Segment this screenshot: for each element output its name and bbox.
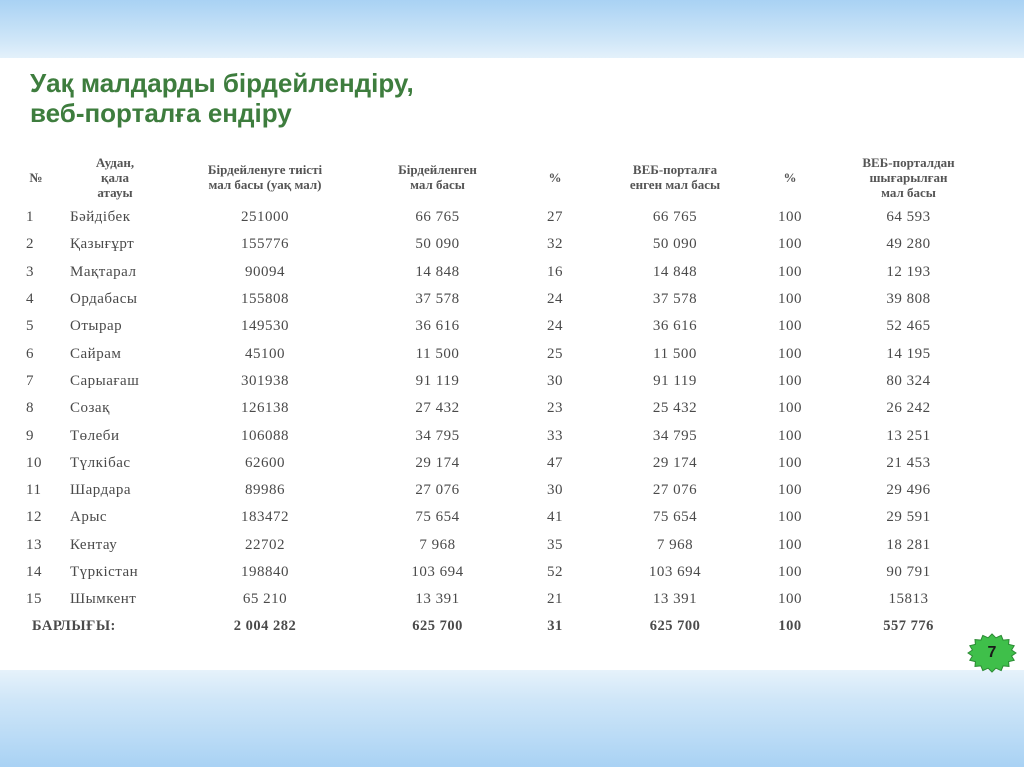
entered-web-cell: 75 654 xyxy=(652,509,698,526)
entered-web-cell: 7 968 xyxy=(656,536,694,553)
row-number-cell: 3 xyxy=(26,263,34,280)
entered-web-cell: 25 432 xyxy=(652,400,698,417)
district-name-cell: Арыс xyxy=(70,509,108,526)
identified-percent-cell: 24 xyxy=(547,291,563,308)
entered-web-cell: 29 174 xyxy=(652,454,698,471)
row-number-cell: 5 xyxy=(26,318,34,335)
exported-web-cell: 80 324 xyxy=(886,372,931,389)
row-number-cell: 15 xyxy=(26,591,42,608)
district-name-cell: Сарыағаш xyxy=(70,372,140,389)
total-identified-percent-cell: 31 xyxy=(547,617,563,634)
identified-percent-cell: 25 xyxy=(547,345,563,362)
identified-cell: 75 654 xyxy=(415,509,460,526)
column-header: Бірдейленуге тиісті мал басы (уақ мал) xyxy=(207,162,323,192)
entered-web-cell: 37 578 xyxy=(652,291,698,308)
district-name-cell: Түлкібас xyxy=(70,454,131,471)
entered-web-cell: 36 616 xyxy=(652,318,698,335)
row-number-cell: 6 xyxy=(26,345,34,362)
column-header: ВЕБ-порталға енген мал басы xyxy=(629,162,721,192)
identified-percent-cell: 41 xyxy=(547,509,563,526)
to-identify-cell: 149530 xyxy=(241,318,289,335)
exported-web-cell: 29 496 xyxy=(886,482,931,499)
exported-web-cell: 18 281 xyxy=(886,536,931,553)
row-number-cell: 8 xyxy=(26,400,34,417)
to-identify-cell: 45100 xyxy=(245,345,285,362)
entered-percent-cell: 100 xyxy=(778,236,802,253)
total-exported-web-cell: 557 776 xyxy=(883,617,934,634)
district-name-cell: Шардара xyxy=(70,482,132,499)
identified-percent-cell: 52 xyxy=(547,564,563,580)
identified-cell: 7 968 xyxy=(419,536,456,553)
column-header: % xyxy=(548,169,562,185)
row-number-cell: 2 xyxy=(26,236,34,253)
to-identify-cell: 198840 xyxy=(241,564,289,580)
district-name-cell: Ордабасы xyxy=(70,291,138,308)
total-entered-percent-cell: 100 xyxy=(778,617,802,634)
to-identify-cell: 90094 xyxy=(245,263,285,280)
row-number-cell: 13 xyxy=(26,536,42,553)
to-identify-cell: 62600 xyxy=(245,454,285,471)
identified-cell: 50 090 xyxy=(415,236,460,253)
entered-percent-cell: 100 xyxy=(778,564,802,580)
identified-cell: 66 765 xyxy=(415,209,460,226)
column-header: № xyxy=(29,169,43,185)
page-number: 7 xyxy=(987,644,997,661)
table-row xyxy=(12,422,992,449)
identified-percent-cell: 27 xyxy=(547,209,563,226)
district-name-cell: Түркістан xyxy=(70,564,139,580)
district-name-cell: Шымкент xyxy=(70,591,137,608)
exported-web-cell: 64 593 xyxy=(886,209,931,226)
to-identify-cell: 126138 xyxy=(241,400,289,417)
entered-web-cell: 14 848 xyxy=(652,263,698,280)
district-name-cell: Қазығұрт xyxy=(70,236,135,253)
district-name-cell: Созақ xyxy=(70,400,110,417)
total-entered-web-cell: 625 700 xyxy=(649,617,701,634)
district-name-cell: Бәйдібек xyxy=(70,209,131,226)
table-row xyxy=(12,559,992,586)
identified-percent-cell: 47 xyxy=(547,454,563,471)
table-row xyxy=(12,313,992,340)
row-number-cell: 12 xyxy=(26,509,42,526)
identified-cell: 13 391 xyxy=(415,591,460,608)
identified-percent-cell: 30 xyxy=(547,372,563,389)
entered-web-cell: 91 119 xyxy=(653,372,697,389)
table-row xyxy=(12,504,992,531)
entered-web-cell: 27 076 xyxy=(652,482,698,499)
to-identify-cell: 106088 xyxy=(241,427,289,444)
to-identify-cell: 301938 xyxy=(241,372,289,389)
entered-percent-cell: 100 xyxy=(778,427,802,444)
identified-percent-cell: 30 xyxy=(547,482,563,499)
entered-web-cell: 66 765 xyxy=(652,209,698,226)
table-header xyxy=(12,150,992,204)
identified-percent-cell: 35 xyxy=(547,536,563,553)
table-row xyxy=(12,286,992,313)
exported-web-cell: 39 808 xyxy=(886,291,931,308)
district-name-cell: Сайрам xyxy=(70,345,122,362)
row-number-cell: 9 xyxy=(26,427,34,444)
district-name-cell: Мақтарал xyxy=(70,263,137,280)
table-row xyxy=(12,204,992,231)
entered-percent-cell: 100 xyxy=(778,263,802,280)
exported-web-cell: 14 195 xyxy=(886,345,931,362)
identified-cell: 14 848 xyxy=(415,263,460,280)
identified-percent-cell: 16 xyxy=(547,263,563,280)
to-identify-cell: 183472 xyxy=(241,509,289,526)
entered-web-cell: 34 795 xyxy=(652,427,698,444)
entered-percent-cell: 100 xyxy=(778,509,802,526)
exported-web-cell: 15813 xyxy=(888,591,929,608)
table-row xyxy=(12,231,992,258)
exported-web-cell: 12 193 xyxy=(886,263,931,280)
table-row xyxy=(12,477,992,504)
identified-percent-cell: 24 xyxy=(547,318,563,335)
table-row xyxy=(12,586,992,613)
table-row xyxy=(12,368,992,395)
exported-web-cell: 26 242 xyxy=(886,400,931,417)
identified-cell: 11 500 xyxy=(415,345,460,362)
identified-percent-cell: 21 xyxy=(547,591,563,608)
exported-web-cell: 29 591 xyxy=(886,509,931,526)
column-header: Аудан, қала атауы xyxy=(95,154,135,200)
exported-web-cell: 90 791 xyxy=(886,564,931,580)
identified-percent-cell: 33 xyxy=(547,427,563,444)
to-identify-cell: 65 210 xyxy=(242,591,288,608)
exported-web-cell: 21 453 xyxy=(886,454,931,471)
district-name-cell: Отырар xyxy=(70,318,123,335)
entered-percent-cell: 100 xyxy=(778,291,802,308)
entered-percent-cell: 100 xyxy=(778,482,802,499)
entered-web-cell: 13 391 xyxy=(652,591,698,608)
table-row xyxy=(12,532,992,559)
row-number-cell: 10 xyxy=(26,454,42,471)
table-row xyxy=(12,259,992,286)
entered-percent-cell: 100 xyxy=(778,591,802,608)
to-identify-cell: 155776 xyxy=(241,236,289,253)
total-identified-cell: 625 700 xyxy=(412,617,463,634)
row-number-cell: 4 xyxy=(26,291,34,308)
identified-cell: 27 432 xyxy=(415,400,460,417)
table-row xyxy=(12,340,992,367)
column-header: % xyxy=(783,169,797,185)
row-number-cell: 14 xyxy=(26,564,42,580)
to-identify-cell: 251000 xyxy=(241,209,289,226)
entered-percent-cell: 100 xyxy=(778,372,802,389)
entered-percent-cell: 100 xyxy=(778,318,802,335)
row-number-cell: 11 xyxy=(26,482,42,499)
entered-web-cell: 11 500 xyxy=(653,345,697,362)
exported-web-cell: 49 280 xyxy=(886,236,931,253)
table-row xyxy=(12,395,992,422)
identified-cell: 36 616 xyxy=(415,318,460,335)
table-row xyxy=(12,450,992,477)
identified-cell: 29 174 xyxy=(415,454,460,471)
column-header: ВЕБ-порталдан шығарылған мал басы xyxy=(862,154,955,200)
to-identify-cell: 89986 xyxy=(245,482,285,499)
identified-cell: 91 119 xyxy=(415,372,460,389)
slide-title: Уақ малдарды бірдейлендіру, веб-порталға ендіру xyxy=(30,68,414,128)
exported-web-cell: 13 251 xyxy=(886,427,931,444)
entered-percent-cell: 100 xyxy=(778,345,802,362)
column-header: Бірдейленген мал басы xyxy=(398,162,477,192)
row-number-cell: 1 xyxy=(26,209,34,226)
row-number-cell: 7 xyxy=(26,372,34,389)
total-label: БАРЛЫҒЫ: xyxy=(32,617,116,634)
district-name-cell: Кентау xyxy=(70,536,118,553)
entered-percent-cell: 100 xyxy=(778,400,802,417)
entered-percent-cell: 100 xyxy=(778,209,802,226)
livestock-table xyxy=(12,150,992,639)
identified-cell: 37 578 xyxy=(415,291,460,308)
identified-cell: 103 694 xyxy=(411,564,464,580)
total-to-identify-cell: 2 004 282 xyxy=(233,617,297,634)
identified-percent-cell: 32 xyxy=(547,236,563,253)
entered-web-cell: 50 090 xyxy=(652,236,698,253)
exported-web-cell: 52 465 xyxy=(886,318,931,335)
table-body xyxy=(12,204,992,639)
entered-percent-cell: 100 xyxy=(778,454,802,471)
to-identify-cell: 155808 xyxy=(241,291,289,308)
district-name-cell: Төлеби xyxy=(70,427,120,444)
entered-percent-cell: 100 xyxy=(778,536,802,553)
entered-web-cell: 103 694 xyxy=(648,564,702,580)
total-row xyxy=(12,613,992,639)
identified-cell: 34 795 xyxy=(415,427,460,444)
identified-cell: 27 076 xyxy=(415,482,460,499)
identified-percent-cell: 23 xyxy=(547,400,563,417)
slide xyxy=(0,58,1024,670)
to-identify-cell: 22702 xyxy=(245,536,285,553)
